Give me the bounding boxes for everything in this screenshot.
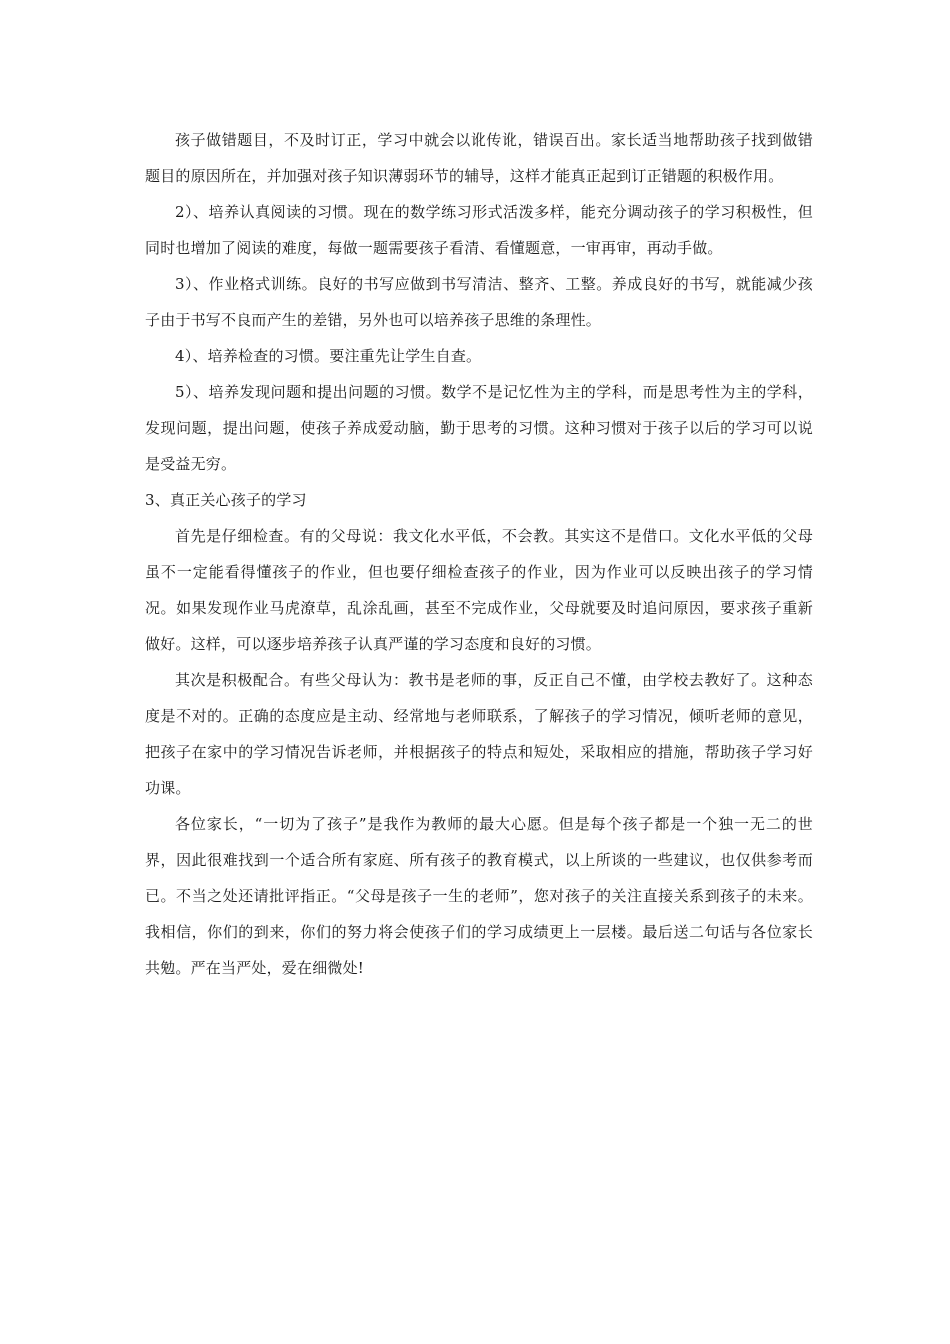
document-body [145, 122, 813, 986]
paragraph-careful-checking: 首先是仔细检查。有的父母说：我文化水平低，不会教。其实这不是借口。文化水平低的父母虽不一定能看得懂孩子的作业，但也要仔细检查孩子的作业，因为作业可以反映出孩子的学习情况。如果发现作业马虎潦草，乱涂乱画，甚至不完成作业，父母就要及时追问原因，要求孩子重新做好。这样，可以逐步培养孩子认真严谨的学习态度和良好的习惯。 [145, 527, 813, 653]
section-heading-care-learning: 3、真正关心孩子的学习 [145, 491, 307, 509]
paragraph-error-correction: 孩子做错题目，不及时订正，学习中就会以讹传讹，错误百出。家长适当地帮助孩子找到做错题目的原因所在，并加强对孩子知识薄弱环节的辅导，这样才能真正起到订正错题的积极作用。 [145, 131, 813, 185]
paragraph-asking-questions: 5）、培养发现问题和提出问题的习惯。数学不是记忆性为主的学科，而是思考性为主的学科，发现问题，提出问题，使孩子养成爱动脑，勤于思考的习惯。这种习惯对于孩子以后的学习可以说是受益无穷。 [145, 383, 813, 473]
paragraph-homework-format: 3）、作业格式训练。良好的书写应做到书写清洁、整齐、工整。养成良好的书写，就能减少孩子由于书写不良而产生的差错，另外也可以培养孩子思维的条理性。 [145, 275, 813, 329]
paragraph-checking-habit: 4）、培养检查的习惯。要注重先让学生自查。 [175, 347, 482, 365]
paragraph-active-cooperation: 其次是积极配合。有些父母认为：教书是老师的事，反正自己不懂，由学校去教好了。这种态度是不对的。正确的态度应是主动、经常地与老师联系，了解孩子的学习情况，倾听老师的意见，把孩子在家中的学习情况告诉老师，并根据孩子的特点和短处，采取相应的措施，帮助孩子学习好功课。 [145, 671, 813, 797]
paragraph-reading-habit: 2）、培养认真阅读的习惯。现在的数学练习形式活泼多样，能充分调动孩子的学习积极性，但同时也增加了阅读的难度，每做一题需要孩子看清、看懂题意，一审再审，再动手做。 [145, 203, 813, 257]
paragraph-closing-remarks: 各位家长，“一切为了孩子”是我作为教师的最大心愿。但是每个孩子都是一个独一无二的世界，因此很难找到一个适合所有家庭、所有孩子的教育模式，以上所谈的一些建议，也仅供参考而已。不当之处还请批评指正。“父母是孩子一生的老师”，您对孩子的关注直接关系到孩子的未来。我相信，你们的到来，你们的努力将会使孩子们的学习成绩更上一层楼。最后送二句话与各位家长共勉。严在当严处，爱在细微处! [145, 815, 813, 977]
